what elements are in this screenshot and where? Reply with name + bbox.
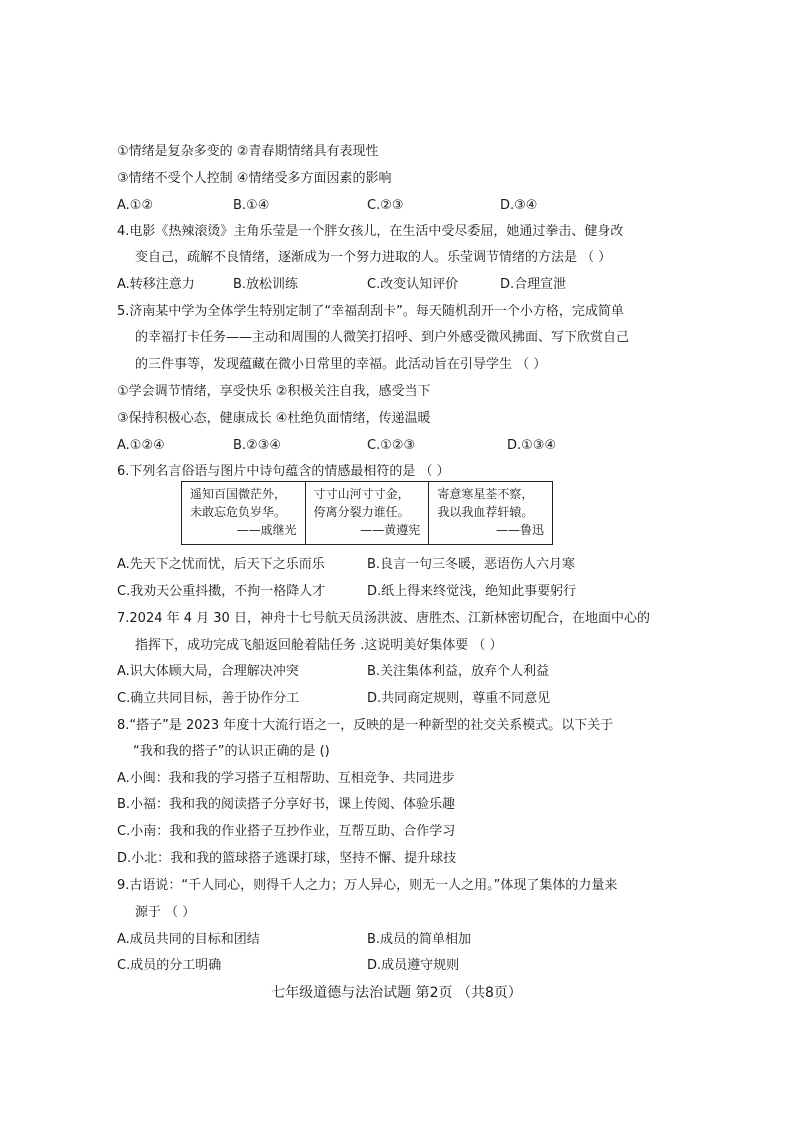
q9-stem-line-1: 9.古语说：“千人同心，则得千人之力；万人异心，则无一人之用。”体现了集体的力量来 <box>117 878 618 893</box>
q5-option-c: C.①②③ <box>367 438 416 453</box>
q6-stem: 6.下列名言俗语与图片中诗句蕴含的情感最相符的是 （ ） <box>117 464 450 479</box>
q7-stem-line-1: 7.2024 年 4 月 30 日，神舟十七号航天员汤洪波、唐胜杰、江新林密切配合，在地面中心的 <box>117 611 650 626</box>
q4-option-d: D.合理宣泄 <box>500 277 567 292</box>
q9-option-c: C.成员的分工明确 <box>117 958 222 973</box>
poem-1-line-2: 未敢忘危负岁华。 <box>190 505 287 519</box>
q9-option-a: A.成员共同的目标和团结 <box>117 932 260 947</box>
q7-stem-line-2: 指挥下，成功完成飞船返回舱着陆任务 .这说明美好集体要 （ ） <box>135 638 503 653</box>
q7-option-c: C.确立共同目标，善于协作分工 <box>117 691 300 706</box>
q4-stem-line-2: 变自己，疏解不良情绪，逐渐成为一个努力进取的人。乐莹调节情绪的方法是 （ ） <box>135 250 612 265</box>
q7-option-a: A.识大体顾大局，合理解决冲突 <box>117 664 299 679</box>
q9-option-d: D.成员遵守规则 <box>367 958 460 973</box>
poem-cell-2 <box>305 482 429 545</box>
q3-option-a: A.①② <box>117 198 154 213</box>
q3-option-d: D.③④ <box>500 198 538 213</box>
q5-option-a: A.①②④ <box>117 438 165 453</box>
poem-3-author: ——鲁迅 <box>495 523 544 537</box>
q5-stem-line-3: 的三件事等，发现蕴藏在微小日常里的幸福。此活动旨在引导学生 （ ） <box>135 357 547 372</box>
q5-statement-line-2: ③保持积极心态，健康成长 ④杜绝负面情绪，传递温暖 <box>117 411 431 426</box>
q5-option-d: D.①③④ <box>507 438 557 453</box>
q9-option-b: B.成员的简单相加 <box>367 932 472 947</box>
q4-option-b: B.放松训练 <box>233 277 299 292</box>
q5-stem-line-2: 的幸福打卡任务——主动和周围的人微笑打招呼、到户外感受微风拂面、写下欣赏自己 <box>135 330 630 345</box>
q5-option-b: B.②③④ <box>233 438 282 453</box>
q3-option-c: C.②③ <box>367 198 404 213</box>
q8-stem-line-1: 8.“搭子”是 2023 年度十大流行语之一，反映的是一种新型的社交关系模式。以下关于 <box>117 718 614 733</box>
q6-option-b: B.良言一句三冬暖，恶语伤人六月寒 <box>367 557 576 572</box>
q7-option-b: B.关注集体利益，放弃个人利益 <box>367 664 550 679</box>
q6-option-a: A.先天下之忧而忧，后天下之乐而乐 <box>117 557 325 572</box>
q6-option-c: C.我劝天公重抖擞，不拘一格降人才 <box>117 584 326 599</box>
poem-3-line-2: 我以我血荐轩辕。 <box>437 505 534 519</box>
poem-1-author: ——戚继光 <box>236 523 297 537</box>
q8-option-b: B.小福：我和我的阅读搭子分享好书，课上传阅、体验乐趣 <box>117 797 456 812</box>
q3-statement-line-2: ③情绪不受个人控制 ④情绪受多方面因素的影响 <box>117 171 392 186</box>
q8-stem-line-2: “我和我的搭子”的认识正确的是 () <box>133 744 330 759</box>
q7-option-d: D.共同商定规则，尊重不同意见 <box>367 691 551 706</box>
q8-option-c: C.小南：我和我的作业搭子互抄作业，互帮互助、合作学习 <box>117 824 456 839</box>
q5-stem-line-1: 5.济南某中学为全体学生特别定制了“幸福刮刮卡”。每天随机刮开一个小方格，完成简单 <box>117 304 624 319</box>
q3-option-b: B.①④ <box>233 198 270 213</box>
q6-option-d: D.纸上得来终觉浅，绝知此事要躬行 <box>367 584 577 599</box>
q9-stem-line-2: 源于 （ ） <box>135 905 196 920</box>
q8-option-a: A.小闽：我和我的学习搭子互相帮助、互相竞争、共同进步 <box>117 771 455 786</box>
q3-statement-line-1: ①情绪是复杂多变的 ②青春期情绪具有表现性 <box>117 144 379 159</box>
q8-option-d: D.小北：我和我的篮球搭子逃课打球，坚持不懈、提升球技 <box>117 851 457 866</box>
poem-1-line-1: 遥知百国微茫外， <box>190 487 287 501</box>
poem-3-line-1: 寄意寒星荃不察， <box>437 487 534 501</box>
poem-2-author: ——黄遵宪 <box>360 523 421 537</box>
q4-stem-line-1: 4.电影《热辣滚烫》主角乐莹是一个胖女孩儿，在生活中受尽委屈，她通过拳击、健身改 <box>117 224 624 239</box>
q5-statement-line-1: ①学会调节情绪，享受快乐 ②积极关注自我，感受当下 <box>117 384 431 399</box>
poem-2-line-1: 寸寸山河寸寸金， <box>313 487 410 501</box>
poem-cell-1 <box>182 482 306 545</box>
poem-cell-3 <box>429 482 553 545</box>
page-footer: 七年级道德与法治试题 第2页 （共8页） <box>271 985 522 1001</box>
poem-table <box>181 481 553 545</box>
q4-option-a: A.转移注意力 <box>117 277 195 292</box>
q4-option-c: C.改变认知评价 <box>367 277 459 292</box>
poem-2-line-2: 侉离分裂力谁任。 <box>313 505 410 519</box>
